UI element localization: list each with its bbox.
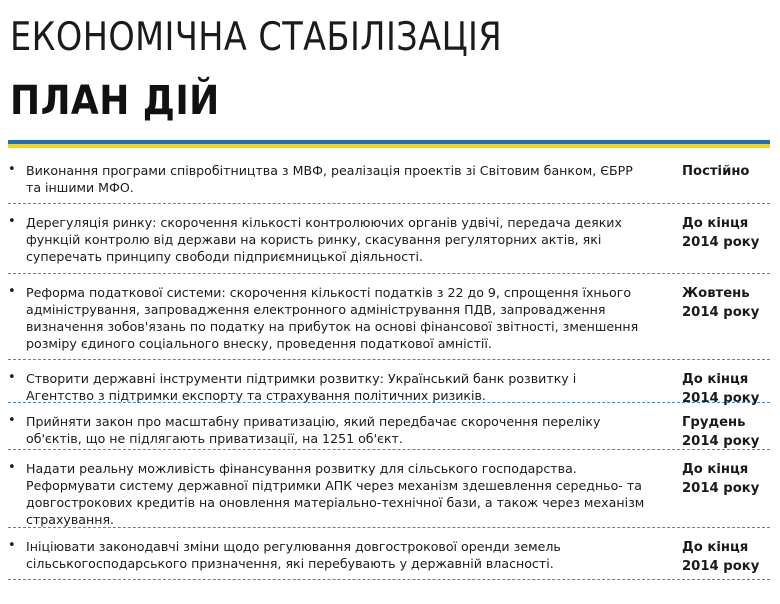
deadline-line: 2014 року (682, 434, 760, 449)
deadline-line: 2014 року (682, 235, 760, 250)
list-item (8, 403, 770, 450)
page-title: ЕКОНОМІЧНА СТАБІЛІЗАЦІЯ (10, 15, 503, 60)
deadline-line: До кінця (682, 216, 749, 231)
deadline-line: До кінця (682, 372, 749, 387)
action-description: Дерегуляція ринку: скорочення кількості контролюючих органів удвічі, передача деяких функцій контролю від держави на користь ринку, скасування регуляторних актів, які суперечать принципу свободи підприємницької діяльності. (26, 215, 622, 264)
bullet: • (8, 413, 16, 428)
deadline-line: Жовтень (682, 286, 750, 301)
bullet: • (8, 214, 16, 229)
deadline (682, 214, 770, 252)
deadline-line: 2014 року (682, 391, 760, 406)
action-description: Прийняти закон про масштабну приватизацію, який передбачає скорочення переліку об'єктів, що не підлягають приватизації, на 1251 об'єкт. (26, 414, 601, 446)
deadline-line: 2014 року (682, 481, 760, 496)
flag-stripe-yellow (8, 144, 770, 148)
deadline-line: Постійно (682, 164, 750, 179)
list-item (8, 528, 770, 580)
list-item (8, 450, 770, 528)
deadline (682, 413, 770, 451)
list-item (8, 360, 770, 406)
bullet: • (8, 162, 16, 177)
deadline-line: До кінця (682, 540, 749, 555)
deadline-line: Грудень (682, 415, 746, 430)
deadline (682, 284, 770, 322)
deadline-line: 2014 року (682, 305, 760, 320)
bullet: • (8, 370, 16, 385)
action-plan-list (8, 152, 770, 580)
title-block (10, 16, 582, 124)
deadline-line: До кінця (682, 462, 749, 477)
deadline (682, 538, 770, 576)
list-item (8, 152, 770, 204)
bullet: • (8, 538, 16, 553)
action-description: Реформа податкової системи: скорочення кількості податків з 22 до 9, спрощення їхнього адміністрування, запровадження електронного адміністрування ПДВ, запровадження визначення зобов'язань по податку на прибуток на основі фінансової звітності, зменшення розміру єдиного соціального внеску, проведення податкової амністії. (26, 285, 639, 351)
action-description: Ініціювати законодавчі зміни щодо регулювання довгострокової оренди земель сільськогосподарського призначення, які перебувають у державній власності. (26, 539, 561, 571)
action-description: Виконання програми співробітництва з МВФ, реалізація проектів зі Світовим банком, ЄБРР та іншими МФО. (26, 163, 633, 195)
action-description: Надати реальну можливість фінансування розвитку для сільського господарства. Реформувати систему державної підтримки АПК через механізм здешевлення середньо- та довгострокових кредитів на оновлення матеріально-технічної бази, а також через механізм страхування. (26, 461, 645, 527)
list-item (8, 204, 770, 274)
list-item (8, 274, 770, 360)
page-subtitle: ПЛАН ДІЙ (10, 78, 220, 124)
action-description: Створити державні інструменти підтримки розвитку: Український банк розвитку і Агентство з підтримки експорту та страхування політичних ризиків. (26, 371, 577, 403)
bullet: • (8, 284, 16, 299)
deadline (682, 162, 770, 181)
deadline (682, 460, 770, 498)
deadline-line: 2014 року (682, 559, 760, 574)
bullet: • (8, 460, 16, 475)
